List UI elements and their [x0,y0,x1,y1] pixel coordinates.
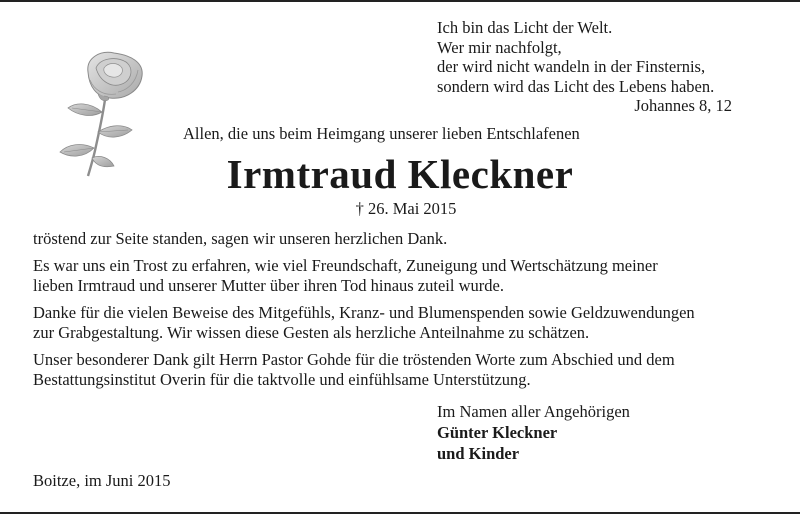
signer-family: und Kinder [437,444,520,463]
verse-line: sondern wird das Licht des Lebens haben. [437,76,715,96]
deceased-name: Irmtraud Kleckner [226,151,574,197]
verse-line: Ich bin das Licht der Welt. [437,18,613,37]
signoff [437,401,630,464]
top-border [0,0,800,2]
verse-line: der wird nicht wandeln in der Finsternis, [437,57,706,76]
place-date: Boitze, im Juni 2015 [33,471,171,490]
death-date: † 26. Mai 2015 [355,199,457,218]
paragraph-line: lieben Irmtraud und unserer Mutter über ihren Tod hinaus zuteil wurde. [33,276,504,295]
paragraph-line: Es war uns ein Trost zu erfahren, wie viel Freundschaft, Zuneigung und Wertschätzung meiner [33,255,658,275]
paragraph-line: zur Grabgestaltung. Wir wissen diese Gesten als herzliche Anteilnahme zu schätzen. [33,323,590,342]
paragraph [33,229,778,250]
paragraph [33,303,778,344]
on-behalf-text: Im Namen aller Angehörigen [437,402,630,421]
verse-line: Wer mir nachfolgt, [437,37,562,57]
bible-verse [437,18,777,116]
signer-name: Günter Kleckner [437,423,558,442]
paragraph [33,256,778,297]
paragraph-line: Unser besonderer Dank gilt Herrn Pastor Gohde für die tröstenden Worte zum Abschied und dem [33,349,675,369]
paragraph [33,350,778,391]
verse-reference: Johannes 8, 12 [634,96,732,115]
thanks-body [33,229,778,397]
paragraph-line: Bestattungsinstitut Overin für die taktvolle und einfühlsame Unterstützung. [33,370,531,389]
intro-text: Allen, die uns beim Heimgang unserer lieben Entschlafenen [183,124,580,143]
paragraph-line: tröstend zur Seite standen, sagen wir unseren herzlichen Dank. [33,229,448,248]
paragraph-line: Danke für die vielen Beweise des Mitgefühls, Kranz- und Blumenspenden sowie Geldzuwendungen [33,302,695,322]
